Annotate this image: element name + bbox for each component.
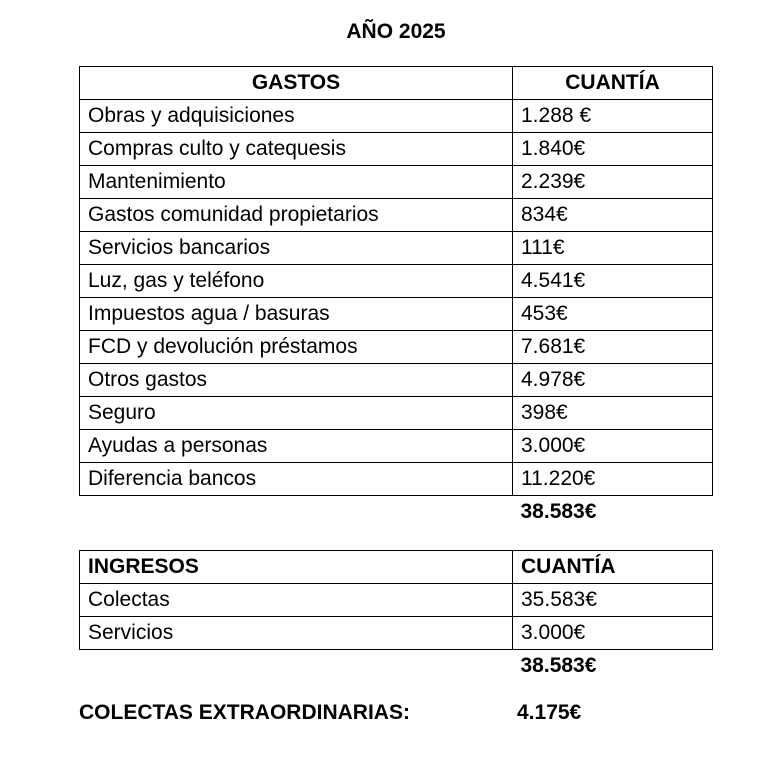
gastos-concept: Luz, gas y teléfono — [80, 265, 513, 298]
gastos-amount: 7.681€ — [513, 331, 713, 364]
table-row — [80, 166, 713, 199]
gastos-amount: 398€ — [513, 397, 713, 430]
ingresos-total: 38.583€ — [520, 654, 597, 677]
gastos-concept: Seguro — [80, 397, 513, 430]
gastos-total-spacer — [80, 496, 513, 529]
ingresos-amount: 3.000€ — [513, 617, 713, 650]
gastos-concept: Diferencia bancos — [80, 463, 513, 496]
gastos-amount: 453€ — [513, 298, 713, 331]
gastos-concept: FCD y devolución préstamos — [80, 331, 513, 364]
table-row — [80, 430, 713, 463]
table-row — [80, 331, 713, 364]
colectas-extraordinarias-label: COLECTAS EXTRAORDINARIAS: — [79, 701, 410, 724]
table-row — [80, 463, 713, 496]
gastos-concept: Mantenimiento — [80, 166, 513, 199]
gastos-amount: 1.288 € — [513, 100, 713, 133]
table-row — [80, 133, 713, 166]
gastos-concept: Impuestos agua / basuras — [80, 298, 513, 331]
gastos-amount: 2.239€ — [513, 166, 713, 199]
table-row — [80, 397, 713, 430]
gastos-amount: 3.000€ — [513, 430, 713, 463]
table-row — [80, 584, 713, 617]
gastos-total-row — [80, 496, 713, 529]
gastos-amount: 4.978€ — [513, 364, 713, 397]
gastos-concept: Otros gastos — [80, 364, 513, 397]
table-row — [80, 364, 713, 397]
ingresos-total-row — [80, 650, 713, 683]
gastos-amount: 1.840€ — [513, 133, 713, 166]
ingresos-header-concept: INGRESOS — [80, 551, 513, 584]
table-row — [80, 298, 713, 331]
gastos-header-row — [80, 67, 713, 100]
gastos-table — [79, 66, 713, 528]
table-row — [80, 265, 713, 298]
gastos-amount: 111€ — [513, 232, 713, 265]
gastos-amount: 11.220€ — [513, 463, 713, 496]
gastos-concept: Obras y adquisiciones — [80, 100, 513, 133]
gastos-amount: 834€ — [513, 199, 713, 232]
gastos-amount: 4.541€ — [513, 265, 713, 298]
ingresos-concept: Servicios — [80, 617, 513, 650]
gastos-concept: Gastos comunidad propietarios — [80, 199, 513, 232]
gastos-total: 38.583€ — [520, 500, 597, 523]
ingresos-amount: 35.583€ — [513, 584, 713, 617]
gastos-header-concept: GASTOS — [80, 67, 513, 100]
gastos-concept: Ayudas a personas — [80, 430, 513, 463]
ingresos-header-row — [80, 551, 713, 584]
table-row — [80, 617, 713, 650]
ingresos-concept: Colectas — [80, 584, 513, 617]
ingresos-total-spacer — [80, 650, 513, 683]
ingresos-table — [79, 550, 713, 682]
table-row — [80, 199, 713, 232]
table-row — [80, 232, 713, 265]
gastos-concept: Compras culto y catequesis — [80, 133, 513, 166]
colectas-extraordinarias-value: 4.175€ — [517, 701, 582, 724]
gastos-concept: Servicios bancarios — [80, 232, 513, 265]
gastos-header-amount: CUANTÍA — [513, 67, 713, 100]
page-title: AÑO 2025 — [346, 20, 446, 43]
table-row — [80, 100, 713, 133]
ingresos-header-amount: CUANTÍA — [513, 551, 713, 584]
